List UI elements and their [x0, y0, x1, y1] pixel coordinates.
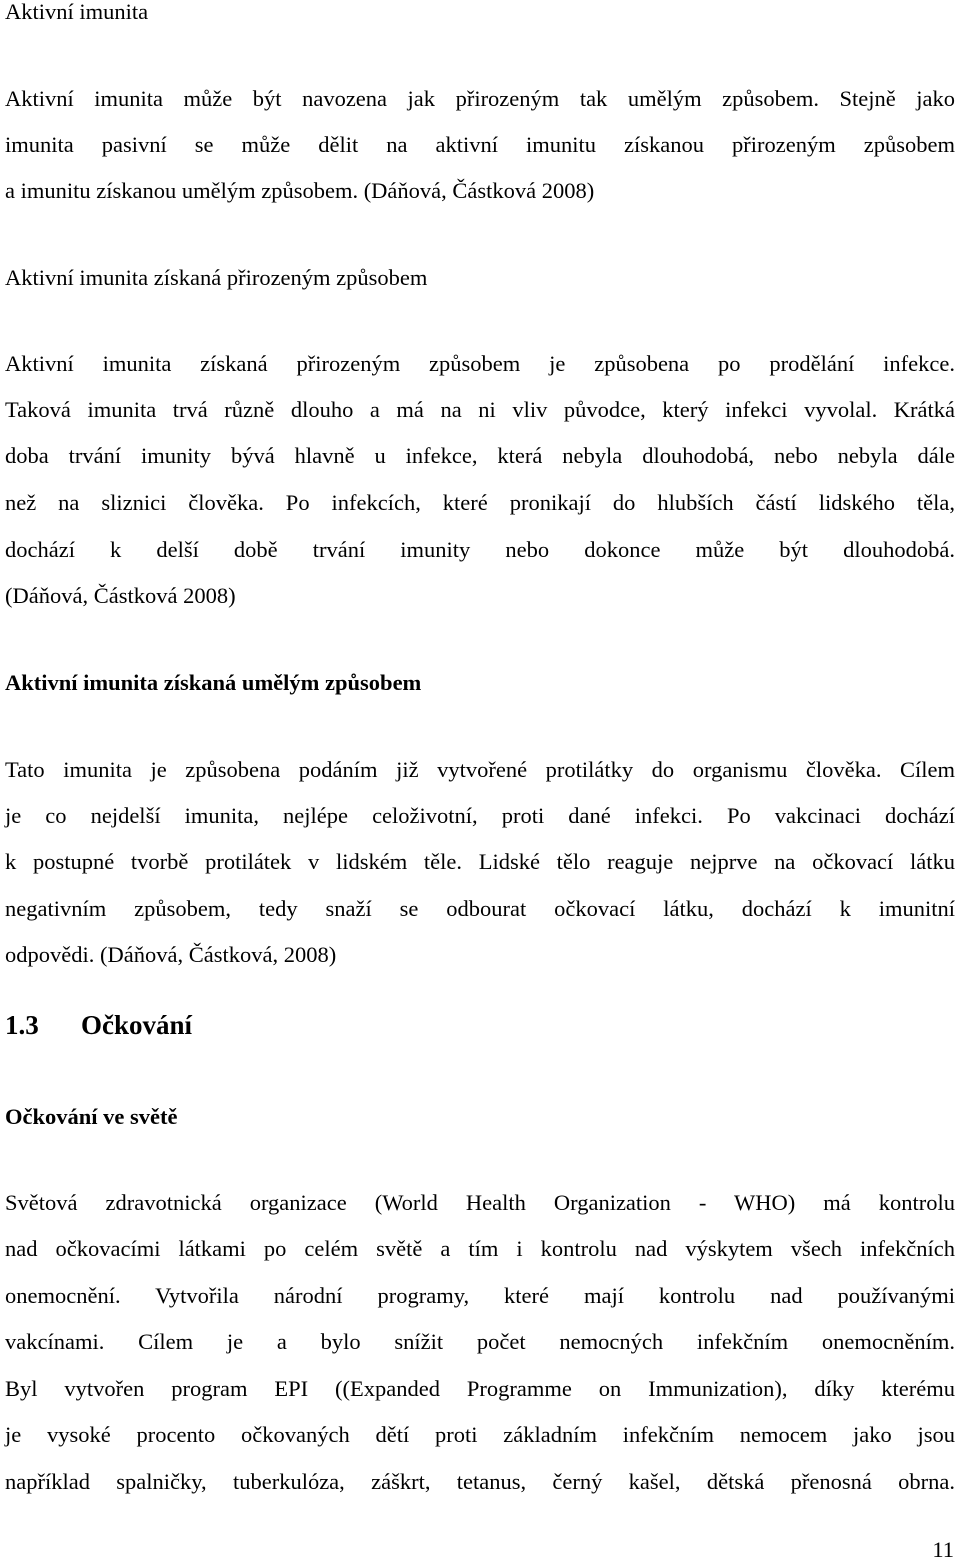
- paragraph-line: doba trvání imunity bývá hlavně u infekce, která nebyla dlouhodobá, nebo nebyla dále: [5, 443, 955, 468]
- paragraph-line: odpovědi. (Dáňová, Částková, 2008): [5, 942, 337, 967]
- paragraph-line: imunita pasivní se může dělit na aktivní imunitu získanou přirozeným způsobem: [5, 132, 955, 157]
- paragraph-line: je co nejdelší imunita, nejlépe celoživotní, proti dané infekci. Po vakcinaci dochází: [5, 803, 955, 828]
- paragraph-line: Aktivní imunita získaná přirozeným způsobem je způsobena po prodělání infekce.: [5, 351, 955, 376]
- page-number: 11: [932, 1537, 954, 1562]
- paragraph-line: negativním způsobem, tedy snaží se odbourat očkovací látku, dochází k imunitní: [5, 896, 955, 921]
- paragraph-line: Taková imunita trvá různě dlouho a má na ni vliv původce, který infekci vyvolal. Krátká: [5, 397, 955, 422]
- section-heading-prirozena: Aktivní imunita získaná přirozeným způsobem: [5, 265, 428, 290]
- paragraph-line: Tato imunita je způsobena podáním již vytvořené protilátky do organismu člověka. Cílem: [5, 757, 955, 782]
- paragraph-line: k postupné tvorbě protilátek v lidském těle. Lidské tělo reaguje nejprve na očkovací látku: [5, 849, 955, 874]
- paragraph-line: Aktivní imunita může být navozena jak přirozeným tak umělým způsobem. Stejně jako: [5, 86, 955, 111]
- paragraph-line: (Dáňová, Částková 2008): [5, 583, 236, 608]
- paragraph-line: a imunitu získanou umělým způsobem. (Dáňová, Částková 2008): [5, 178, 595, 203]
- section-heading-ockovani-ve-svete: Očkování ve světě: [5, 1104, 178, 1129]
- paragraph-line: než na sliznici člověka. Po infekcích, které pronikají do hlubších částí lidského těla,: [5, 490, 955, 515]
- section-heading-aktivni-imunita: Aktivní imunita: [5, 0, 149, 24]
- paragraph-line: nad očkovacími látkami po celém světě a tím i kontrolu nad výskytem všech infekčních: [5, 1236, 955, 1261]
- paragraph-line: onemocnění. Vytvořila národní programy, které mají kontrolu nad používanými: [5, 1283, 955, 1308]
- paragraph-line: je vysoké procento očkovaných dětí proti základním infekčním nemocem jako jsou: [5, 1422, 955, 1447]
- paragraph-line: například spalničky, tuberkulóza, záškrt, tetanus, černý kašel, dětská přenosná obrna.: [5, 1469, 955, 1494]
- chapter-heading: [5, 1008, 192, 1042]
- section-heading-umela: Aktivní imunita získaná umělým způsobem: [5, 670, 422, 695]
- paragraph-line: Světová zdravotnická organizace (World Health Organization - WHO) má kontrolu: [5, 1190, 955, 1215]
- paragraph-line: dochází k delší době trvání imunity nebo dokonce může být dlouhodobá.: [5, 537, 955, 562]
- paragraph-line: Byl vytvořen program EPI ((Expanded Programme on Immunization), díky kterému: [5, 1376, 955, 1401]
- chapter-number: 1.3: [5, 1010, 39, 1040]
- paragraph-line: vakcínami. Cílem je a bylo snížit počet nemocných infekčním onemocněním.: [5, 1329, 955, 1354]
- chapter-title: Očkování: [81, 1010, 193, 1040]
